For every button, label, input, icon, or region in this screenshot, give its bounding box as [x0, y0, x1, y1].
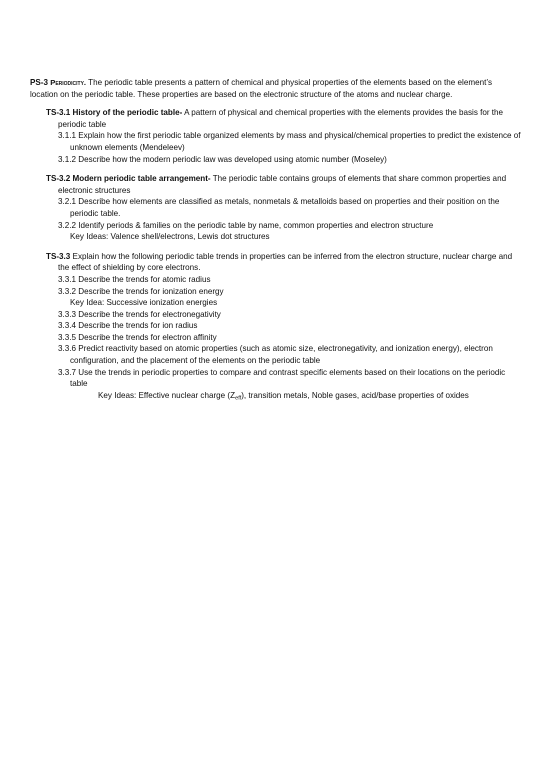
indicator-3-3-2: 3.3.2 Describe the trends for ionization energy — [58, 286, 224, 296]
indicator-3-3-4: 3.3.4 Describe the trends for ion radius — [58, 321, 198, 331]
key-idea: Key Idea: Successive ionization energies — [70, 298, 218, 308]
standard-code: PS-3 — [30, 78, 51, 87]
subscript-eff: eff — [235, 395, 242, 402]
section-ts-3-1 — [46, 107, 522, 165]
section-heading — [46, 251, 522, 274]
section-text: A pattern of physical and chemical properties with the elements provides the basis for the periodic table — [58, 108, 504, 129]
indicator-3-2-1: 3.2.1 Describe how elements are classified as metals, nonmetals & metalloids based on properties and their position on the periodic table. — [58, 197, 500, 218]
section-ts-3-2 — [46, 173, 522, 243]
section-code: TS-3.2 — [46, 174, 73, 184]
intro-paragraph — [30, 77, 522, 100]
section-text: The periodic table contains groups of elements that share common properties and electronic structures — [58, 174, 507, 195]
section-code: TS-3.1 — [46, 108, 73, 118]
key-ideas: Key Ideas: Valence shell/electrons, Lewis dot structures — [70, 232, 270, 242]
indicator-3-3-1: 3.3.1 Describe the trends for atomic radius — [58, 274, 211, 284]
indicator-3-3-3: 3.3.3 Describe the trends for electronegativity — [58, 309, 221, 319]
section-title: History of the periodic table- — [72, 108, 183, 118]
indicator-3-3-5: 3.3.5 Describe the trends for electron affinity — [58, 332, 217, 342]
indicator-3-3-7: 3.3.7 Use the trends in periodic properties to compare and contrast specific elements based on their locations on the periodic table — [58, 367, 506, 389]
section-ts-3-3 — [46, 251, 522, 405]
standard-heading: Periodicity. — [50, 78, 87, 87]
indicator-3-1-2: 3.1.2 Describe how the modern periodic law was developed using atomic number (Moseley) — [58, 154, 387, 164]
indicator-3-1-1: 3.1.1 Explain how the first periodic table organized elements by mass and physical/chemical properties to predict the existence of unknown elements (Mendeleev) — [58, 131, 521, 152]
intro-text: The periodic table presents a pattern of chemical and physical properties of the elements based on the element’s location on the periodic table. These properties are based on the electronic structure of the atoms and nuclear charge. — [30, 78, 493, 99]
section-code: TS-3.3 — [46, 251, 71, 261]
section-heading — [46, 107, 522, 130]
indicator-3-3-6: 3.3.6 Predict reactivity based on atomic properties (such as atomic size, electronegativity, and ionization energy), electron configuration, and the placement of the elements on the periodic table — [58, 344, 493, 366]
key-ideas-text-rest: ), transition metals, Noble gases, acid/base properties of oxides — [241, 390, 469, 400]
indicator-3-2-2: 3.2.2 Identify periods & families on the periodic table by name, common properties and electron structure — [58, 220, 434, 230]
key-ideas-text: Key Ideas: Effective nuclear charge (Z — [98, 390, 236, 400]
key-ideas — [98, 390, 522, 405]
section-heading — [46, 173, 522, 196]
section-text: Explain how the following periodic table trends in properties can be inferred from the electron structure, nuclear charge and the effect of shielding by core electrons. — [58, 251, 513, 273]
section-title: Modern periodic table arrangement- — [72, 174, 211, 184]
document-body — [30, 77, 522, 413]
